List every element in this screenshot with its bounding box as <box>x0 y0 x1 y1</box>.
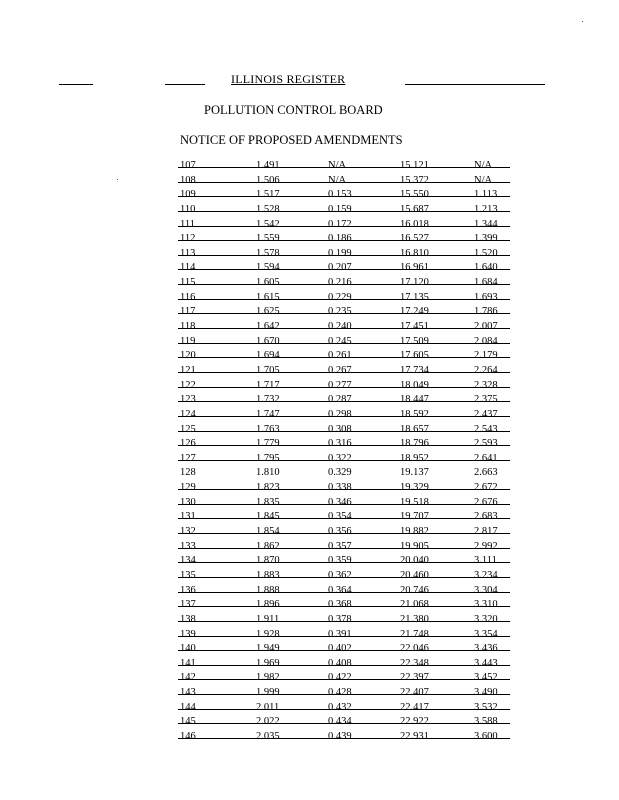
table-cell: 19.518 <box>400 496 429 508</box>
strikethrough-line <box>178 650 510 651</box>
agency-name: POLLUTION CONTROL BOARD <box>204 103 383 117</box>
table-cell: 132 <box>180 526 196 538</box>
table-cell: 108 <box>180 174 196 186</box>
table-cell: 137 <box>180 599 196 611</box>
table-cell: 2.641 <box>474 452 498 464</box>
table-cell: 0.316 <box>328 438 352 450</box>
table-row <box>180 715 506 730</box>
table-cell: 1.982 <box>256 672 280 684</box>
table-cell: N/A <box>474 160 493 171</box>
table-cell: 1.528 <box>256 203 280 215</box>
strikethrough-line <box>178 533 510 534</box>
table-cell: 109 <box>180 189 196 201</box>
table-cell: 127 <box>180 452 196 464</box>
table-row <box>180 481 506 496</box>
table-cell: 1.732 <box>256 394 280 406</box>
table-row <box>180 232 506 247</box>
table-cell: 130 <box>180 496 196 508</box>
strikethrough-line <box>178 679 510 680</box>
table-cell: 1.693 <box>474 291 498 303</box>
table-cell: 0.235 <box>328 306 352 318</box>
table-cell: 119 <box>180 335 196 347</box>
table-cell: 1.835 <box>256 496 280 508</box>
table-row <box>180 686 506 701</box>
strikethrough-line <box>178 401 510 402</box>
table-row <box>180 261 506 276</box>
table-cell: 3.452 <box>474 672 498 684</box>
table-cell: 1.888 <box>256 584 280 596</box>
table-cell: 0.428 <box>328 687 352 699</box>
table-row <box>180 452 506 467</box>
table-row <box>180 701 506 716</box>
table-cell: 1.896 <box>256 599 280 611</box>
strikethrough-line <box>178 445 510 446</box>
table-cell: 1.506 <box>256 174 280 186</box>
strikethrough-line <box>178 636 510 637</box>
table-cell: 3.304 <box>474 584 498 596</box>
table-row <box>180 613 506 628</box>
table-cell: 141 <box>180 657 196 669</box>
table-cell: 22.931 <box>400 730 429 742</box>
table-cell: 20.460 <box>400 569 429 581</box>
table-cell: 144 <box>180 701 196 713</box>
strikethrough-line <box>178 489 510 490</box>
table-cell: 20.040 <box>400 555 429 567</box>
table-cell: 21.380 <box>400 613 429 625</box>
strikethrough-line <box>178 211 510 212</box>
table-cell: N/A <box>328 160 347 171</box>
table-cell: 107 <box>180 160 196 171</box>
table-cell: 1.684 <box>474 277 498 289</box>
strikethrough-line <box>178 269 510 270</box>
table-row <box>180 349 506 364</box>
table-cell: 21.068 <box>400 599 429 611</box>
table-cell: 3.436 <box>474 643 498 655</box>
table-cell: 136 <box>180 584 196 596</box>
table-row <box>180 642 506 657</box>
table-cell: 1.520 <box>474 247 498 259</box>
table-cell: 1.559 <box>256 233 280 245</box>
table-cell: 22.417 <box>400 701 429 713</box>
table-cell: 3.111 <box>474 555 497 567</box>
table-cell: 2.663 <box>474 467 498 479</box>
table-cell: 128 <box>180 467 196 479</box>
table-cell: 22.922 <box>400 716 429 728</box>
strikethrough-line <box>178 357 510 358</box>
table-cell: 0.364 <box>328 584 352 596</box>
table-row <box>180 218 506 233</box>
strikethrough-line <box>178 606 510 607</box>
table-cell: 2.683 <box>474 511 498 523</box>
table-cell: 1.344 <box>474 218 498 230</box>
table-cell: 2.022 <box>256 716 280 728</box>
table-cell: 122 <box>180 379 196 391</box>
blank-line <box>59 84 93 85</box>
table-row <box>180 628 506 643</box>
table-cell: 123 <box>180 394 196 406</box>
table-row <box>180 437 506 452</box>
table-cell: 18.592 <box>400 408 429 420</box>
table-row <box>180 408 506 423</box>
table-cell: 1.517 <box>256 189 280 201</box>
table-cell: 0.408 <box>328 657 352 669</box>
table-cell: 17.249 <box>400 306 429 318</box>
table-cell: 135 <box>180 569 196 581</box>
table-cell: 0.354 <box>328 511 352 523</box>
table-cell: 1.810 <box>256 467 280 479</box>
table-cell: 139 <box>180 628 196 640</box>
table-cell: 0.346 <box>328 496 352 508</box>
table-cell: 0.329 <box>328 467 352 479</box>
table-cell: 19.329 <box>400 482 429 494</box>
table-cell: 1.705 <box>256 364 280 376</box>
table-cell: 0.368 <box>328 599 352 611</box>
table-cell: 0.186 <box>328 233 352 245</box>
table-cell: 1.213 <box>474 203 498 215</box>
table-cell: 131 <box>180 511 196 523</box>
table-cell: 1.883 <box>256 569 280 581</box>
table-cell: 22.348 <box>400 657 429 669</box>
table-cell: 17.605 <box>400 350 429 362</box>
table-cell: 115 <box>180 277 196 289</box>
table-cell: 121 <box>180 364 196 376</box>
table-cell: 18.796 <box>400 438 429 450</box>
table-cell: 19.707 <box>400 511 429 523</box>
table-cell: 15.372 <box>400 174 429 186</box>
table-cell: 3.490 <box>474 687 498 699</box>
table-cell: 3.354 <box>474 628 498 640</box>
table-cell: 2.437 <box>474 408 498 420</box>
table-cell: 1.594 <box>256 262 280 274</box>
table-row <box>180 584 506 599</box>
table-cell: 1.399 <box>474 233 498 245</box>
table-cell: 2.676 <box>474 496 498 508</box>
table-cell: 1.491 <box>256 160 280 171</box>
data-table <box>180 159 506 745</box>
table-cell: 2.011 <box>256 701 280 713</box>
table-cell: 0.207 <box>328 262 352 274</box>
table-cell: 1.694 <box>256 350 280 362</box>
table-cell: 0.322 <box>328 452 352 464</box>
table-row <box>180 496 506 511</box>
table-row <box>180 540 506 555</box>
strikethrough-line <box>178 562 510 563</box>
strikethrough-line <box>178 167 510 168</box>
strikethrough-line <box>178 723 510 724</box>
table-cell: 0.245 <box>328 335 352 347</box>
table-cell: 0.267 <box>328 364 352 376</box>
table-cell: 0.402 <box>328 643 352 655</box>
table-cell: 1.640 <box>474 262 498 274</box>
blank-line <box>165 84 205 85</box>
strikethrough-line <box>178 504 510 505</box>
table-cell: 0.391 <box>328 628 352 640</box>
table-cell: 110 <box>180 203 196 215</box>
table-cell: 16.810 <box>400 247 429 259</box>
table-cell: 116 <box>180 291 196 303</box>
table-cell: N/A <box>474 174 493 186</box>
table-cell: 1.854 <box>256 526 280 538</box>
table-cell: 18.952 <box>400 452 429 464</box>
table-cell: 0.434 <box>328 716 352 728</box>
table-row <box>180 730 506 745</box>
register-title: ILLINOIS REGISTER <box>231 72 346 86</box>
table-cell: 0.362 <box>328 569 352 581</box>
strikethrough-line <box>178 548 510 549</box>
table-cell: 22.046 <box>400 643 429 655</box>
strikethrough-line <box>178 240 510 241</box>
table-cell: 134 <box>180 555 196 567</box>
table-cell: 1.862 <box>256 540 280 552</box>
table-cell: 1.870 <box>256 555 280 567</box>
strikethrough-line <box>178 255 510 256</box>
table-cell: 0.338 <box>328 482 352 494</box>
table-cell: 117 <box>180 306 196 318</box>
strikethrough-line <box>178 372 510 373</box>
table-cell: 0.172 <box>328 218 352 230</box>
table-cell: 16.527 <box>400 233 429 245</box>
table-cell: 142 <box>180 672 196 684</box>
table-cell: 1.615 <box>256 291 280 303</box>
table-cell: 19.137 <box>400 467 429 479</box>
table-cell: 17.451 <box>400 321 429 333</box>
table-cell: 2.007 <box>474 321 498 333</box>
table-cell: 112 <box>180 233 196 245</box>
strikethrough-line <box>178 196 510 197</box>
strikethrough-line <box>178 577 510 578</box>
table-cell: 2.179 <box>474 350 498 362</box>
table-row <box>180 423 506 438</box>
strikethrough-line <box>178 592 510 593</box>
strikethrough-line <box>178 738 510 739</box>
table-cell: 0.261 <box>328 350 352 362</box>
table-cell: 0.229 <box>328 291 352 303</box>
table-cell: 1.113 <box>474 189 498 201</box>
table-cell: 0.357 <box>328 540 352 552</box>
table-cell: 0.432 <box>328 701 352 713</box>
table-row <box>180 525 506 540</box>
table-cell: 1.578 <box>256 247 280 259</box>
table-cell: 2.543 <box>474 423 498 435</box>
table-row <box>180 335 506 350</box>
table-row <box>180 276 506 291</box>
table-cell: 3.234 <box>474 569 498 581</box>
table-cell: 2.672 <box>474 482 498 494</box>
table-cell: 0.199 <box>328 247 352 259</box>
table-cell: 1.911 <box>256 613 280 625</box>
table-cell: 133 <box>180 540 196 552</box>
table-cell: 0.287 <box>328 394 352 406</box>
table-row <box>180 364 506 379</box>
table-cell: 1.747 <box>256 408 280 420</box>
table-cell: 15.121 <box>400 160 429 171</box>
table-cell: 2.084 <box>474 335 498 347</box>
blank-line <box>405 84 545 85</box>
table-row <box>180 393 506 408</box>
strikethrough-line <box>178 709 510 710</box>
table-cell: N/A <box>328 174 347 186</box>
table-cell: 3.310 <box>474 599 498 611</box>
table-cell: 0.159 <box>328 203 352 215</box>
table-cell: 16.018 <box>400 218 429 230</box>
table-row <box>180 188 506 203</box>
table-cell: 1.795 <box>256 452 280 464</box>
table-row <box>180 203 506 218</box>
strikethrough-line <box>178 328 510 329</box>
strikethrough-line <box>178 460 510 461</box>
scan-speck <box>117 179 118 180</box>
table-cell: 2.328 <box>474 379 498 391</box>
table-cell: 0.308 <box>328 423 352 435</box>
table-cell: 17.120 <box>400 277 429 289</box>
strikethrough-line <box>178 416 510 417</box>
table-row <box>180 657 506 672</box>
table-cell: 2.817 <box>474 526 498 538</box>
table-cell: 0.356 <box>328 526 352 538</box>
table-cell: 146 <box>180 730 196 742</box>
table-cell: 126 <box>180 438 196 450</box>
table-cell: 19.905 <box>400 540 429 552</box>
table-cell: 1.625 <box>256 306 280 318</box>
table-cell: 0.153 <box>328 189 352 201</box>
table-cell: 18.049 <box>400 379 429 391</box>
table-cell: 124 <box>180 408 196 420</box>
table-cell: 2.375 <box>474 394 498 406</box>
table-cell: 143 <box>180 687 196 699</box>
table-row <box>180 569 506 584</box>
strikethrough-line <box>178 621 510 622</box>
table-cell: 1.605 <box>256 277 280 289</box>
table-cell: 2.035 <box>256 730 280 742</box>
table-cell: 1.542 <box>256 218 280 230</box>
table-row <box>180 466 506 481</box>
table-row <box>180 510 506 525</box>
table-cell: 2.992 <box>474 540 498 552</box>
table-cell: 3.600 <box>474 730 498 742</box>
table-cell: 140 <box>180 643 196 655</box>
table-cell: 1.928 <box>256 628 280 640</box>
table-cell: 1.670 <box>256 335 280 347</box>
table-cell: 1.779 <box>256 438 280 450</box>
table-cell: 0.298 <box>328 408 352 420</box>
table-cell: 22.397 <box>400 672 429 684</box>
table-cell: 1.786 <box>474 306 498 318</box>
notice-title: NOTICE OF PROPOSED AMENDMENTS <box>180 133 403 147</box>
table-cell: 2.264 <box>474 364 498 376</box>
table-cell: 125 <box>180 423 196 435</box>
table-cell: 1.969 <box>256 657 280 669</box>
scan-speck <box>582 21 583 22</box>
table-cell: 145 <box>180 716 196 728</box>
table-row <box>180 554 506 569</box>
strikethrough-line <box>178 313 510 314</box>
strikethrough-line <box>178 518 510 519</box>
table-cell: 15.687 <box>400 203 429 215</box>
table-cell: 1.823 <box>256 482 280 494</box>
table-cell: 118 <box>180 321 196 333</box>
table-cell: 111 <box>180 218 195 230</box>
table-cell: 16.961 <box>400 262 429 274</box>
strikethrough-line <box>178 431 510 432</box>
table-cell: 3.320 <box>474 613 498 625</box>
table-row <box>180 305 506 320</box>
table-cell: 15.550 <box>400 189 429 201</box>
table-row <box>180 379 506 394</box>
table-cell: 1.642 <box>256 321 280 333</box>
table-cell: 20.746 <box>400 584 429 596</box>
table-cell: 1.763 <box>256 423 280 435</box>
table-cell: 21.748 <box>400 628 429 640</box>
table-cell: 18.657 <box>400 423 429 435</box>
table-row <box>180 174 506 189</box>
table-cell: 0.240 <box>328 321 352 333</box>
table-cell: 17.135 <box>400 291 429 303</box>
table-row <box>180 291 506 306</box>
table-row <box>180 320 506 335</box>
table-cell: 1.717 <box>256 379 280 391</box>
strikethrough-line <box>178 343 510 344</box>
table-row <box>180 159 506 174</box>
table-row <box>180 598 506 613</box>
table-cell: 0.277 <box>328 379 352 391</box>
table-cell: 2.593 <box>474 438 498 450</box>
table-cell: 113 <box>180 247 196 259</box>
strikethrough-line <box>178 694 510 695</box>
table-row <box>180 247 506 262</box>
table-cell: 0.439 <box>328 730 352 742</box>
table-cell: 1.845 <box>256 511 280 523</box>
table-cell: 0.359 <box>328 555 352 567</box>
table-cell: 114 <box>180 262 196 274</box>
strikethrough-line <box>178 299 510 300</box>
strikethrough-line <box>178 226 510 227</box>
table-cell: 120 <box>180 350 196 362</box>
table-row <box>180 671 506 686</box>
table-cell: 0.378 <box>328 613 352 625</box>
table-cell: 3.532 <box>474 701 498 713</box>
register-header <box>0 72 619 88</box>
table-cell: 17.734 <box>400 364 429 376</box>
table-cell: 3.588 <box>474 716 498 728</box>
table-cell: 0.216 <box>328 277 352 289</box>
table-cell: 1.949 <box>256 643 280 655</box>
strikethrough-line <box>178 182 510 183</box>
strikethrough-line <box>178 665 510 666</box>
table-cell: 22.407 <box>400 687 429 699</box>
table-cell: 0.422 <box>328 672 352 684</box>
table-cell: 19.882 <box>400 526 429 538</box>
table-cell: 1.999 <box>256 687 280 699</box>
table-cell: 17.509 <box>400 335 429 347</box>
strikethrough-line <box>178 387 510 388</box>
table-cell: 129 <box>180 482 196 494</box>
table-cell: 138 <box>180 613 196 625</box>
table-cell: 18.447 <box>400 394 429 406</box>
strikethrough-line <box>178 284 510 285</box>
table-cell: 3.443 <box>474 657 498 669</box>
